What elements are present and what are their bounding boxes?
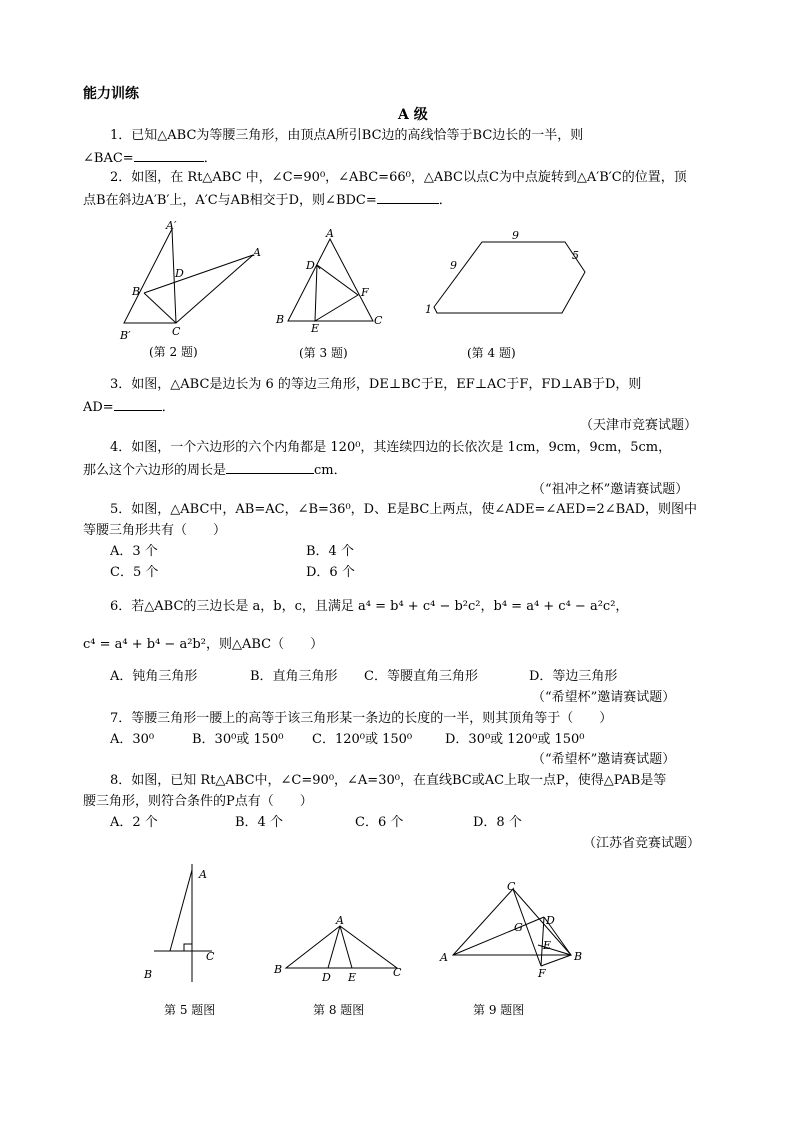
label-b: B [574, 950, 583, 963]
section-title: 能力训练 [83, 86, 139, 102]
level-title: A 级 [398, 107, 428, 123]
answer-blank[interactable] [226, 461, 314, 474]
triangle-def [315, 265, 358, 321]
segment-bc [144, 293, 176, 323]
q6-option-a[interactable]: A．钝角三角形 [110, 669, 198, 684]
q6-source: （“希望杯”邀请赛试题） [532, 690, 676, 705]
label-c: C [507, 880, 516, 893]
segment-ba [144, 255, 253, 293]
label-a: A [253, 246, 261, 259]
segment-ae [340, 926, 352, 968]
label-c: C [374, 314, 383, 327]
q7-line1: 7．等腰三角形一腰上的高等于该三角形某一条边的长度的一半，则其顶角等于（ ） [110, 711, 613, 726]
q7-option-c[interactable]: C．120⁰或 150⁰ [312, 732, 413, 747]
figure-2 [110, 215, 270, 345]
hexagon [434, 242, 585, 313]
q7-source: （“希望杯”邀请赛试题） [532, 752, 676, 767]
q3-source: （天津市竞赛试题） [580, 418, 698, 433]
q2-line1: 2．如图，在 Rt△ABC 中，∠C=90⁰，∠ABC=66⁰，△ABC以点C为中点旋转到△A′B′C的位置，顶 [110, 170, 687, 185]
label-a: A [440, 951, 448, 964]
right-angle-mark [184, 944, 192, 951]
label-b: B [276, 313, 285, 326]
q6-option-d[interactable]: D．等边三角形 [529, 669, 618, 684]
q7-option-d[interactable]: D．30⁰或 120⁰或 150⁰ [445, 732, 585, 747]
caption-fig5: 第 5 题图 [164, 1003, 216, 1017]
caption-fig8: 第 8 题图 [313, 1003, 365, 1017]
label-b-prime: B′ [120, 329, 131, 342]
label-side-1: 1 [425, 303, 432, 316]
q5-option-b[interactable]: B．4 个 [306, 544, 354, 559]
label-d: D [306, 259, 315, 272]
label-a: A [336, 914, 344, 927]
label-b: B [144, 968, 153, 981]
triangle-abprime [124, 229, 176, 323]
answer-blank[interactable] [114, 398, 162, 411]
figure-4 [420, 225, 590, 320]
q5-option-a[interactable]: A．3 个 [110, 544, 158, 559]
q7-option-a[interactable]: A．30⁰ [110, 732, 155, 747]
q8-line2: 腰三角形，则符合条件的P点有（ ） [83, 794, 313, 809]
label-f: F [361, 286, 369, 299]
label-d: D [546, 914, 555, 927]
q8-option-d[interactable]: D．8 个 [473, 815, 522, 830]
q5-option-d[interactable]: D．6 个 [306, 565, 355, 580]
label-e: E [311, 322, 320, 335]
caption-fig9: 第 9 题图 [473, 1003, 525, 1017]
label-a: A [326, 227, 334, 240]
label-c: C [172, 325, 181, 338]
label-side-9b: 9 [450, 259, 457, 272]
q8-option-a[interactable]: A．2 个 [110, 815, 158, 830]
label-g: G [514, 921, 523, 934]
q4-line2: 那么这个六边形的周长是 cm． [83, 463, 347, 478]
q5-option-c[interactable]: C．5 个 [110, 565, 159, 580]
q8-line1: 8．如图，已知 Rt△ABC中，∠C=90⁰，∠A=30⁰，在直线BC或AC上取一点P，使得△PAB是等 [110, 773, 667, 788]
q7-option-b[interactable]: B．30⁰或 150⁰ [192, 732, 284, 747]
q5-line2: 等腰三角形共有（ ） [83, 523, 227, 538]
label-e: E [543, 939, 552, 952]
hypotenuse [170, 870, 192, 951]
q6-line1: 6．若△ABC的三边长是 a，b，c，且满足 a⁴ = b⁴ + c⁴ − b²c²，b⁴ = a⁴ + c⁴ − a²c²， [110, 599, 629, 614]
caption-fig2: (第 2 题) [149, 345, 198, 359]
label-a: A [199, 868, 207, 881]
label-side-5: 5 [572, 249, 579, 262]
q4-line1: 4．如图，一个六边形的六个内角都是 120⁰，其连续四边的长依次是 1cm，9cm，9cm，5cm， [110, 440, 672, 455]
q2-line2: 点B在斜边A′B′上，A′C与AB相交于D，则∠BDC= ． [83, 193, 452, 208]
label-c: C [206, 950, 215, 963]
q6-line2: c⁴ = a⁴ + b⁴ − a²b²，则△ABC（ ） [83, 637, 324, 652]
label-d: D [322, 971, 331, 984]
triangle-abc [288, 239, 373, 321]
label-c: C [393, 966, 402, 979]
q6-option-c[interactable]: C．等腰直角三角形 [364, 669, 478, 684]
segment-fb [541, 955, 571, 966]
figure-8 [270, 910, 410, 985]
q8-option-b[interactable]: B．4 个 [235, 815, 283, 830]
answer-blank[interactable] [377, 191, 439, 204]
label-d: D [175, 267, 184, 280]
label-b: B [132, 285, 141, 298]
label-f: F [538, 967, 546, 980]
figure-9 [435, 875, 590, 985]
label-side-9a: 9 [512, 229, 519, 242]
figure-5 [140, 860, 230, 985]
segment-ad [328, 926, 340, 968]
segment-ac [176, 255, 253, 323]
q8-source: （江苏省竞赛试题） [583, 836, 701, 851]
q1-line2: ∠BAC= ． [83, 151, 217, 166]
q8-option-c[interactable]: C．6 个 [355, 815, 404, 830]
caption-fig3: (第 3 题) [299, 346, 348, 360]
q3-line2: AD= ． [83, 400, 175, 415]
q6-option-b[interactable]: B．直角三角形 [250, 669, 338, 684]
figure-3 [270, 225, 390, 335]
q3-line1: 3．如图，△ABC是边长为 6 的等边三角形，DE⊥BC于E，EF⊥AC于F，FD⊥AB于D，则 [110, 377, 642, 392]
answer-blank[interactable] [134, 149, 204, 162]
label-a-prime: A′ [166, 219, 177, 232]
q1-line1: 1．已知△ABC为等腰三角形，由顶点A所引BC边的高线恰等于BC边长的一半，则 [110, 128, 584, 143]
label-b: B [274, 963, 283, 976]
caption-fig4: (第 4 题) [467, 346, 516, 360]
q5-line1: 5．如图，△ABC中，AB=AC，∠B=36⁰，D、E是BC上两点，使∠ADE=∠AED=2∠BAD，则图中 [110, 502, 698, 517]
label-e: E [348, 971, 357, 984]
q4-source: （“祖冲之杯”邀请赛试题） [532, 482, 689, 497]
